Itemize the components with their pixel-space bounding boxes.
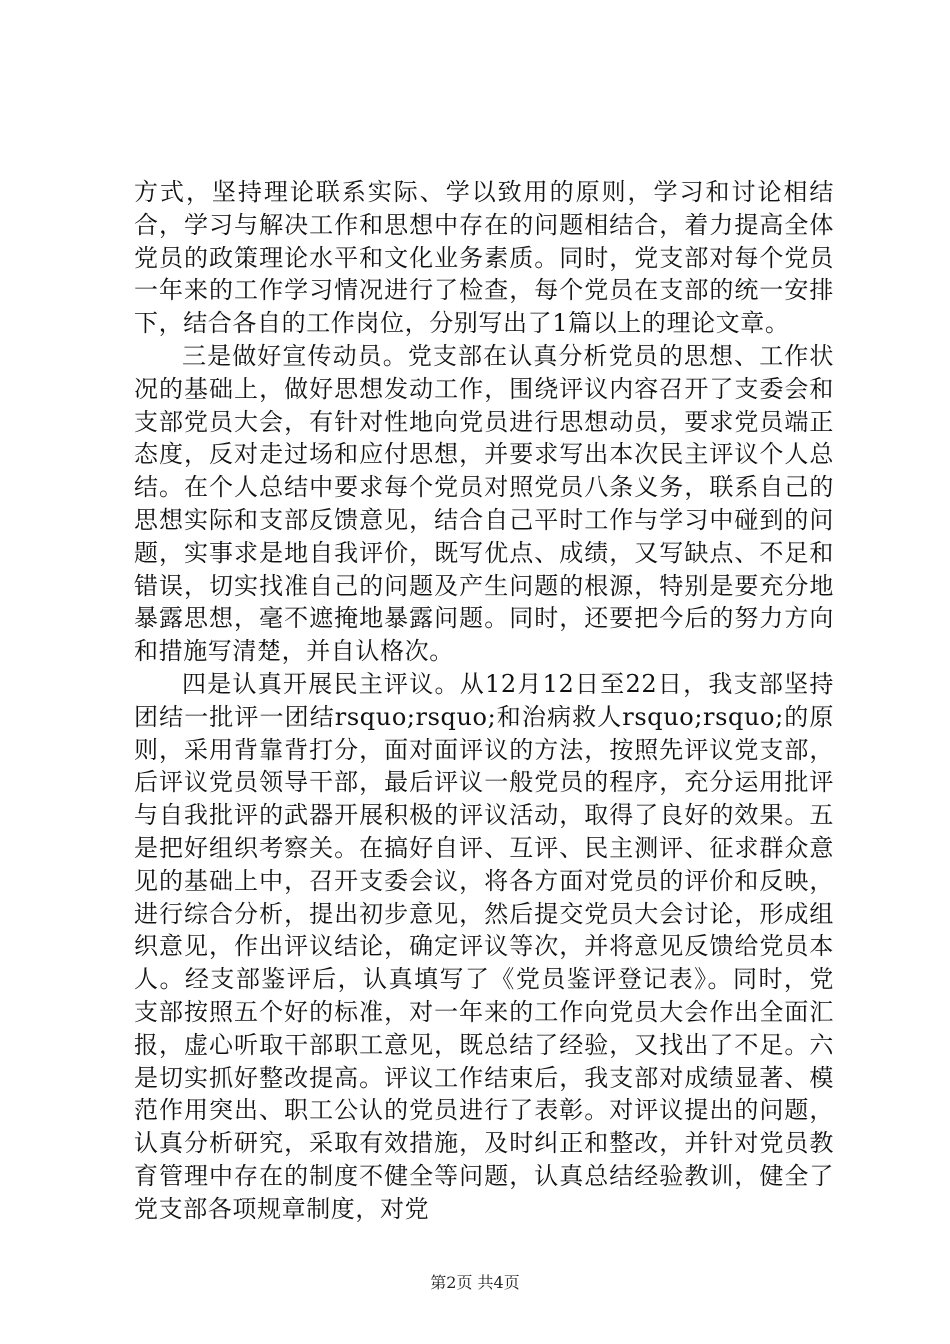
page-footer: 第2页 共4页 — [430, 1273, 520, 1292]
paragraph-four: 四是认真开展民主评议。从12月12日至22日，我支部坚持团结一批评一团结rsquo;rsquo;和治病救人rsquo;rsquo;的原则，采用背靠背打分，面对面评议的方法，按照先评议党支部，后评议党员领导干部，最后评议一般党员的程序，充分运用批评与自我批评的武器开展积极的评议活动，取得了良好的效果。五是把好组织考察关。在搞好自评、互评、民主测评、征求群众意见的基础上中，召开支委会议，将各方面对党员的评价和反映，进行综合分析，提出初步意见，然后提交党员大会讨论，形成组织意见，作出评议结论，确定评议等次，并将意见反馈给党员本人。经支部鉴评后，认真填写了《党员鉴评登记表》。同时，党支部按照五个好的标准，对一年来的工作向党员大会作出全面汇报，虚心听取干部职工意见，既总结了经验，又找出了不足。六是切实抓好整改提高。评议工作结束后，我支部对成绩显著、模范作用突出、职工公认的党员进行了表彰。对评议提出的问题，认真分析研究，采取有效措施，及时纠正和整改，并针对党员教育管理中存在的制度不健全等问题，认真总结经验教训，健全了党支部各项规章制度，对党 — [134, 669, 834, 1223]
paragraph-continuation: 方式，坚持理论联系实际、学以致用的原则，学习和讨论相结合，学习与解决工作和思想中存在的问题相结合，着力提高全体党员的政策理论水平和文化业务素质。同时，党支部对每个党员一年来的工作学习情况进行了检查，每个党员在支部的统一安排下，结合各自的工作岗位，分别写出了1篇以上的理论文章。 — [134, 178, 834, 338]
paragraph-three: 三是做好宣传动员。党支部在认真分析党员的思想、工作状况的基础上，做好思想发动工作，围绕评议内容召开了支委会和支部党员大会，有针对性地向党员进行思想动员，要求党员端正态度，反对走过场和应付思想，并要求写出本次民主评议个人总结。在个人总结中要求每个党员对照党员八条义务，联系自己的思想实际和支部反馈意见，结合自己平时工作与学习中碰到的问题，实事求是地自我评价，既写优点、成绩，又写缺点、不足和错误，切实找准自己的问题及产生问题的根源，特别是要充分地暴露思想，毫不遮掩地暴露问题。同时，还要把今后的努力方向和措施写清楚，并自认格次。 — [134, 341, 834, 666]
document-body — [134, 176, 834, 1226]
